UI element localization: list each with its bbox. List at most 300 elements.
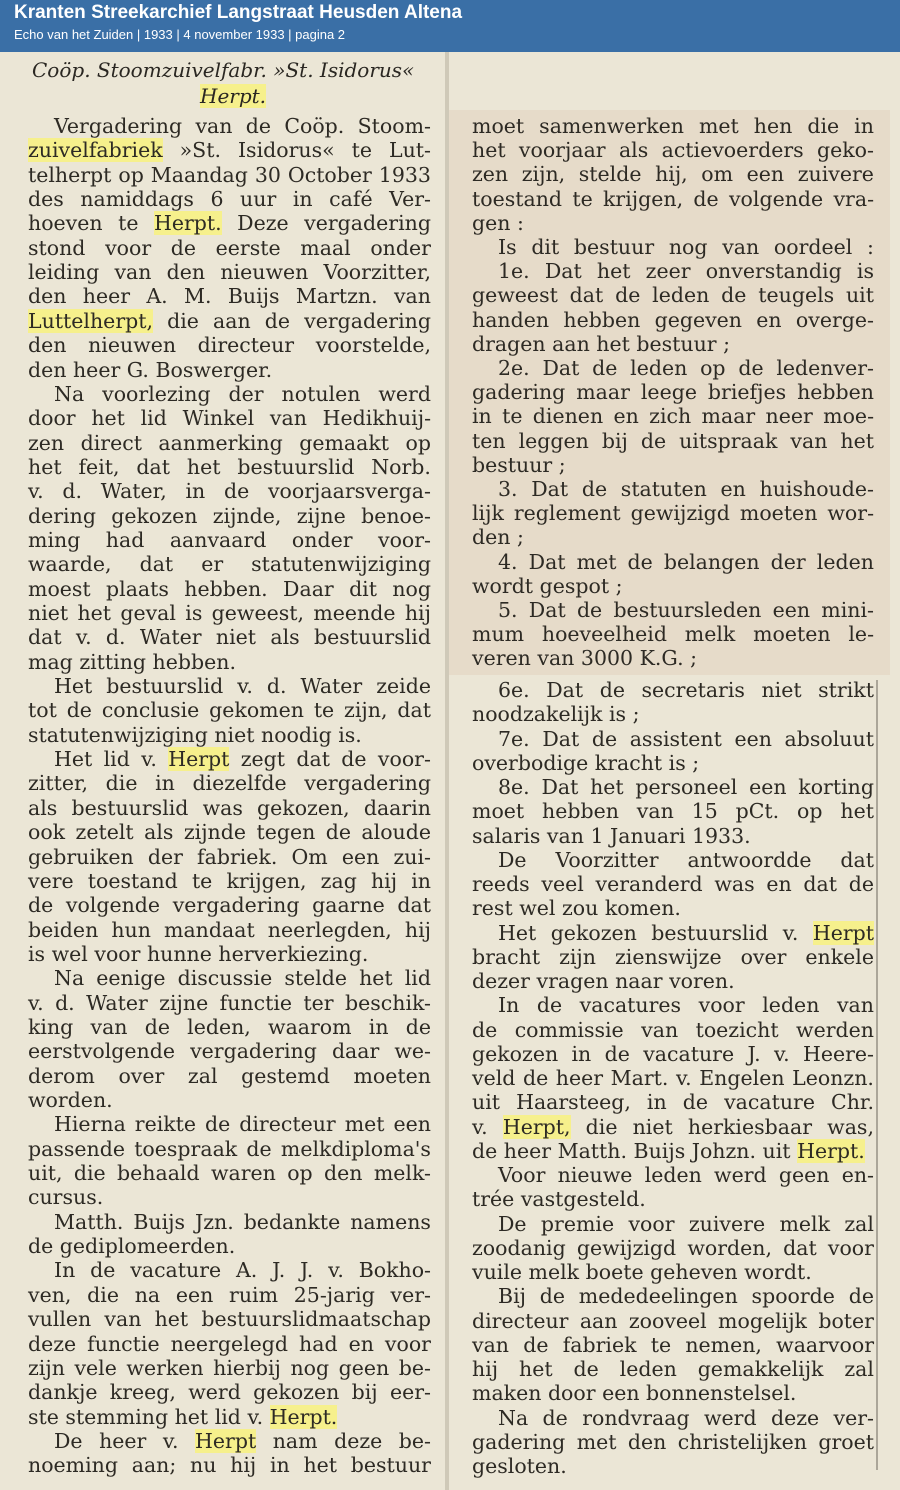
word: hierbij	[213, 1355, 281, 1380]
word: ;	[690, 646, 698, 671]
word: van	[546, 823, 591, 848]
word: functie	[87, 1331, 160, 1356]
word: had	[299, 1331, 338, 1356]
word: Na	[54, 966, 85, 991]
word: worden.	[28, 1088, 113, 1112]
word: moe-	[823, 404, 874, 429]
word: dit	[349, 576, 377, 601]
word: leden	[816, 549, 874, 574]
word: eer-	[389, 1380, 431, 1405]
word: korting	[798, 775, 874, 799]
word: zitter,	[28, 771, 89, 796]
word: beiden	[28, 917, 99, 942]
word: mag	[28, 649, 80, 674]
word: in	[185, 479, 206, 504]
word: den	[166, 260, 206, 285]
word: reikte	[134, 1112, 197, 1137]
word: behaald	[117, 1161, 200, 1186]
word: te	[572, 186, 593, 211]
word: v.	[162, 1428, 179, 1453]
word: rondvraag	[582, 1405, 690, 1430]
word: volgende	[65, 893, 161, 918]
word: actievoerders	[661, 138, 804, 163]
left-line	[28, 163, 431, 187]
word: lid	[103, 747, 130, 772]
word: hunne	[146, 941, 219, 966]
word: gekozen	[111, 503, 198, 528]
word: door	[28, 406, 76, 431]
word: directeur	[472, 1308, 569, 1333]
word: daarin	[363, 795, 431, 820]
word: veranderd	[595, 872, 703, 896]
right-line	[472, 751, 874, 775]
word: Ver-	[389, 187, 431, 212]
word: melkdiploma's	[280, 1136, 431, 1161]
word: de	[627, 549, 653, 574]
word: hij	[404, 601, 431, 625]
word: reglement	[513, 501, 621, 526]
word: Bokho-	[358, 1258, 431, 1283]
word: dat	[803, 872, 837, 896]
word: de	[640, 428, 667, 453]
word: ;	[558, 452, 566, 477]
word: namiddags	[80, 187, 194, 212]
word: Dat	[531, 477, 569, 501]
word: heer	[72, 357, 127, 382]
word: nu	[190, 1453, 217, 1478]
word: Het	[498, 920, 537, 945]
word: antwoordde	[687, 847, 812, 872]
archive-title: Kranten Streekarchief Langstraat Heusden Altena	[14, 2, 463, 23]
word: worden,	[687, 1235, 772, 1260]
word: dragen	[472, 331, 553, 356]
right-line	[472, 1018, 874, 1042]
word: d.	[105, 625, 126, 650]
word: over	[118, 1063, 165, 1088]
word: gesloten.	[472, 1454, 567, 1478]
word: Maandag	[150, 162, 248, 187]
word: 4.	[498, 549, 518, 574]
word: eerstvolgende	[28, 1039, 176, 1064]
word: Vergadering	[54, 114, 183, 138]
word: gespot	[539, 573, 616, 598]
word: en	[348, 1331, 374, 1356]
word: stemming	[65, 1404, 175, 1429]
word: A.	[146, 284, 168, 309]
word: 3.	[498, 477, 518, 501]
word: uur	[240, 187, 277, 212]
word: J.	[747, 1041, 761, 1066]
left-line	[28, 455, 431, 479]
word: Herpt.	[153, 211, 222, 236]
word: de	[848, 1284, 874, 1309]
word: Stoom-	[357, 114, 431, 138]
word: De	[498, 1211, 527, 1236]
word: die	[73, 1161, 106, 1186]
left-line	[28, 1185, 431, 1209]
word: Voorzitter	[555, 847, 659, 872]
word: dat	[397, 698, 431, 723]
left-line	[28, 1356, 431, 1380]
word: die	[105, 771, 138, 796]
word: deze	[28, 1331, 77, 1356]
word: bracht	[472, 944, 541, 969]
word: Boswerger.	[155, 357, 273, 382]
word: nemen,	[685, 1332, 762, 1357]
word: personeel	[635, 775, 738, 799]
word: den	[28, 284, 67, 309]
word: Herpt	[168, 747, 230, 772]
word: ledenver-	[776, 356, 874, 380]
word: om	[701, 162, 734, 187]
word: bestuur	[573, 235, 655, 259]
word: was	[714, 872, 755, 896]
word: Engelen	[699, 1066, 785, 1090]
word: tegen	[256, 820, 316, 845]
word: hun	[111, 917, 151, 942]
word: dat	[139, 552, 174, 577]
word: 8e.	[498, 775, 530, 799]
word: en	[766, 872, 792, 896]
word: heer	[99, 1428, 147, 1453]
word: namens	[350, 1209, 431, 1234]
word: de	[472, 1017, 498, 1042]
word: leege	[640, 380, 697, 405]
word: leden	[630, 356, 688, 380]
word: wel	[519, 896, 562, 921]
word: op	[700, 356, 726, 380]
word: Het	[54, 747, 93, 772]
word: 1933	[378, 162, 431, 187]
right-line	[472, 356, 874, 380]
word: benoe-	[361, 503, 431, 528]
word: de	[615, 283, 641, 308]
word: gegeven	[654, 307, 743, 332]
word: was	[202, 795, 243, 820]
word: melk	[528, 1260, 586, 1284]
word: ven,	[28, 1282, 72, 1307]
word: geen	[338, 1355, 390, 1380]
word: Matth.	[54, 1209, 124, 1234]
word: Dat	[542, 356, 580, 380]
word: v.	[773, 1041, 790, 1066]
word: hebben.	[152, 649, 236, 674]
word: moet	[472, 799, 525, 824]
word: vergadering	[304, 211, 431, 236]
word: uitspraak	[679, 428, 778, 453]
word: overge-	[795, 307, 874, 332]
word: toespraak	[134, 1136, 238, 1161]
right-line	[472, 1187, 874, 1211]
word: café	[329, 187, 373, 212]
word: en	[720, 477, 746, 501]
left-line	[28, 1210, 431, 1234]
word: nieuwen	[88, 333, 177, 358]
word: het	[519, 1357, 553, 1381]
word: Martzn.	[295, 284, 378, 309]
word: toestand	[472, 186, 563, 211]
word: waarde,	[28, 552, 112, 577]
word: v.	[247, 1404, 270, 1429]
word: leden	[652, 283, 710, 308]
right-line	[472, 872, 874, 896]
word: v.	[28, 990, 44, 1015]
word: is	[609, 702, 633, 727]
word: cursus.	[28, 1185, 104, 1210]
word: overbodige	[472, 750, 595, 775]
word: zen	[472, 162, 509, 187]
word: moeten	[753, 622, 831, 647]
word: voorlezing	[102, 381, 211, 406]
word: statuten	[620, 477, 707, 501]
word: toestand	[87, 868, 178, 893]
word: zich	[649, 404, 692, 429]
right-line	[472, 259, 874, 283]
word: Bij	[498, 1284, 526, 1309]
left-line	[28, 1015, 431, 1039]
word: zijnde	[183, 820, 247, 845]
left-line	[28, 625, 431, 649]
archive-header	[0, 0, 900, 52]
word: in	[368, 1014, 389, 1039]
word: leggen	[518, 428, 589, 453]
word: mandaat	[164, 917, 255, 942]
right-line	[472, 896, 874, 920]
word: mini-	[821, 598, 874, 622]
word: van	[269, 406, 307, 431]
word: vuile	[472, 1260, 529, 1284]
word: de	[848, 872, 874, 896]
word: direct	[80, 430, 142, 455]
word: de	[581, 477, 608, 501]
right-line	[472, 550, 874, 574]
word: hebben.	[184, 576, 268, 601]
word: stelde	[578, 162, 642, 187]
right-line	[472, 1066, 874, 1090]
word: v.	[782, 920, 799, 945]
word: kracht	[594, 750, 669, 775]
word: G.	[126, 357, 156, 382]
left-line	[28, 1429, 431, 1453]
word: niet	[215, 625, 257, 650]
word: het	[472, 138, 506, 163]
word: v.	[28, 479, 44, 504]
left-line	[28, 869, 431, 893]
word: handen	[472, 307, 550, 332]
word: vacature	[643, 1041, 735, 1066]
left-line	[28, 601, 431, 625]
word: te	[351, 138, 373, 163]
word: Dat	[528, 598, 566, 622]
word: ver-	[390, 1282, 431, 1307]
word: te	[502, 404, 523, 429]
word: niet	[214, 722, 261, 747]
left-line	[28, 942, 431, 966]
word: gebruiken	[28, 844, 134, 869]
word: die	[167, 308, 199, 333]
right-line	[472, 702, 874, 726]
word: Dat	[544, 259, 582, 284]
word: noodig	[261, 722, 339, 747]
word: vere	[28, 868, 74, 893]
word: spoorde	[751, 1284, 835, 1309]
word: zetelt	[75, 820, 134, 845]
word: hebben	[563, 307, 641, 332]
word: aan	[552, 331, 597, 356]
word: den	[627, 1429, 667, 1454]
right-line	[472, 1212, 874, 1236]
word: :	[516, 210, 524, 235]
word: mogelijk	[718, 1308, 807, 1333]
word: 15	[691, 799, 718, 824]
word: het	[359, 966, 393, 991]
word: zen	[28, 430, 65, 455]
word: vullen	[28, 1307, 92, 1332]
word: »St.	[179, 138, 221, 163]
word: hij	[472, 1357, 499, 1381]
word: van	[790, 428, 828, 453]
word: de	[592, 356, 618, 380]
word: christelijken	[677, 1429, 807, 1454]
word: bij	[351, 1380, 378, 1405]
left-line	[28, 820, 431, 844]
word: Na	[498, 1405, 529, 1430]
word: assistent	[629, 726, 722, 751]
word: den	[324, 1161, 363, 1186]
word: moet	[472, 114, 525, 138]
word: het	[590, 775, 624, 799]
left-line	[28, 1234, 431, 1258]
word: eerste	[215, 235, 281, 260]
word: melk-	[373, 1161, 431, 1186]
word: maal	[300, 235, 351, 260]
word: de	[576, 598, 603, 622]
word: zijn,	[344, 698, 388, 723]
right-line	[472, 1406, 874, 1430]
word: werd	[703, 1405, 757, 1430]
word: het	[596, 331, 637, 356]
left-line	[28, 650, 431, 674]
word: Het	[54, 674, 93, 699]
word: komen.	[604, 896, 681, 921]
right-line	[472, 1333, 874, 1357]
word: als	[618, 138, 649, 163]
right-line	[472, 1236, 874, 1260]
right-line	[472, 308, 874, 332]
word: voor-	[377, 527, 431, 552]
word: pCt.	[735, 799, 780, 824]
word: waren	[210, 1161, 276, 1186]
word: Na	[54, 381, 85, 406]
word: gadering	[472, 1429, 566, 1454]
word: maar	[576, 380, 630, 405]
word: de	[536, 993, 563, 1018]
archive-subtitle: Echo van het Zuiden | 1933 | 4 november 1933 | pagina 2	[14, 27, 346, 42]
word: krijgen,	[226, 868, 307, 893]
word: de	[682, 1090, 709, 1115]
right-line	[472, 622, 874, 646]
word: op	[797, 799, 823, 824]
word: bestuurslid	[71, 795, 189, 820]
left-line	[28, 431, 431, 455]
word: hij	[370, 868, 398, 893]
word: van	[104, 1307, 142, 1332]
word: de	[341, 747, 367, 772]
word: de	[693, 186, 719, 211]
word: dat	[840, 847, 874, 872]
word: ;	[632, 702, 640, 727]
word: op	[287, 1161, 313, 1186]
word: Dat	[546, 678, 584, 702]
left-line	[28, 211, 431, 235]
word: d.	[55, 990, 75, 1015]
word: hen	[753, 114, 793, 138]
article-heading: Coöp. Stoomzuivelfabr. »St. Isidorus«	[32, 58, 415, 82]
word: absoluut	[784, 726, 874, 751]
left-line	[28, 552, 431, 576]
word: als	[28, 795, 58, 820]
word: voor	[628, 1211, 675, 1236]
word: te	[118, 211, 139, 236]
word: voor	[698, 993, 745, 1018]
word: zal	[187, 1063, 218, 1088]
right-line	[472, 332, 874, 356]
word: 1e.	[498, 259, 530, 284]
word: king	[28, 1014, 74, 1039]
word: een	[746, 162, 785, 187]
word: conclusie	[101, 698, 200, 723]
word: deze	[770, 1405, 820, 1430]
word: fabriek.	[197, 844, 278, 869]
word: neerlegden,	[267, 917, 392, 942]
word: zal	[844, 1211, 874, 1236]
left-line	[28, 528, 431, 552]
word: Herpt	[195, 1428, 257, 1453]
word: de	[523, 1332, 549, 1357]
word: uit	[472, 1090, 500, 1115]
word: het	[186, 454, 221, 479]
word: Chr.	[831, 1090, 874, 1115]
word: ste	[28, 1404, 66, 1429]
right-line	[472, 1284, 874, 1308]
word: herkiesbaar	[687, 1114, 813, 1139]
word: van	[722, 235, 760, 259]
word: Coöp.	[284, 114, 345, 138]
word: de	[170, 235, 197, 260]
left-line	[28, 893, 431, 917]
word: was,	[827, 1114, 874, 1139]
word: trée	[472, 1187, 521, 1212]
left-line	[28, 114, 431, 138]
word: we-	[394, 1039, 431, 1064]
word: krijgen,	[603, 186, 684, 211]
word: bestuursleden	[613, 598, 762, 622]
word: te	[191, 868, 213, 893]
word: vacature	[130, 1258, 222, 1283]
word: fabriek	[562, 1332, 637, 1357]
word: Voorzitter,	[323, 260, 431, 285]
word: vergadering	[172, 893, 300, 918]
left-line	[28, 187, 431, 211]
word: ;	[692, 750, 700, 775]
word: moest	[28, 576, 91, 601]
word: op	[118, 162, 144, 187]
left-line	[28, 723, 431, 747]
word: Jzn.	[195, 1209, 234, 1234]
left-line	[28, 771, 431, 795]
word: lid	[404, 966, 431, 991]
word: veel	[541, 872, 584, 896]
